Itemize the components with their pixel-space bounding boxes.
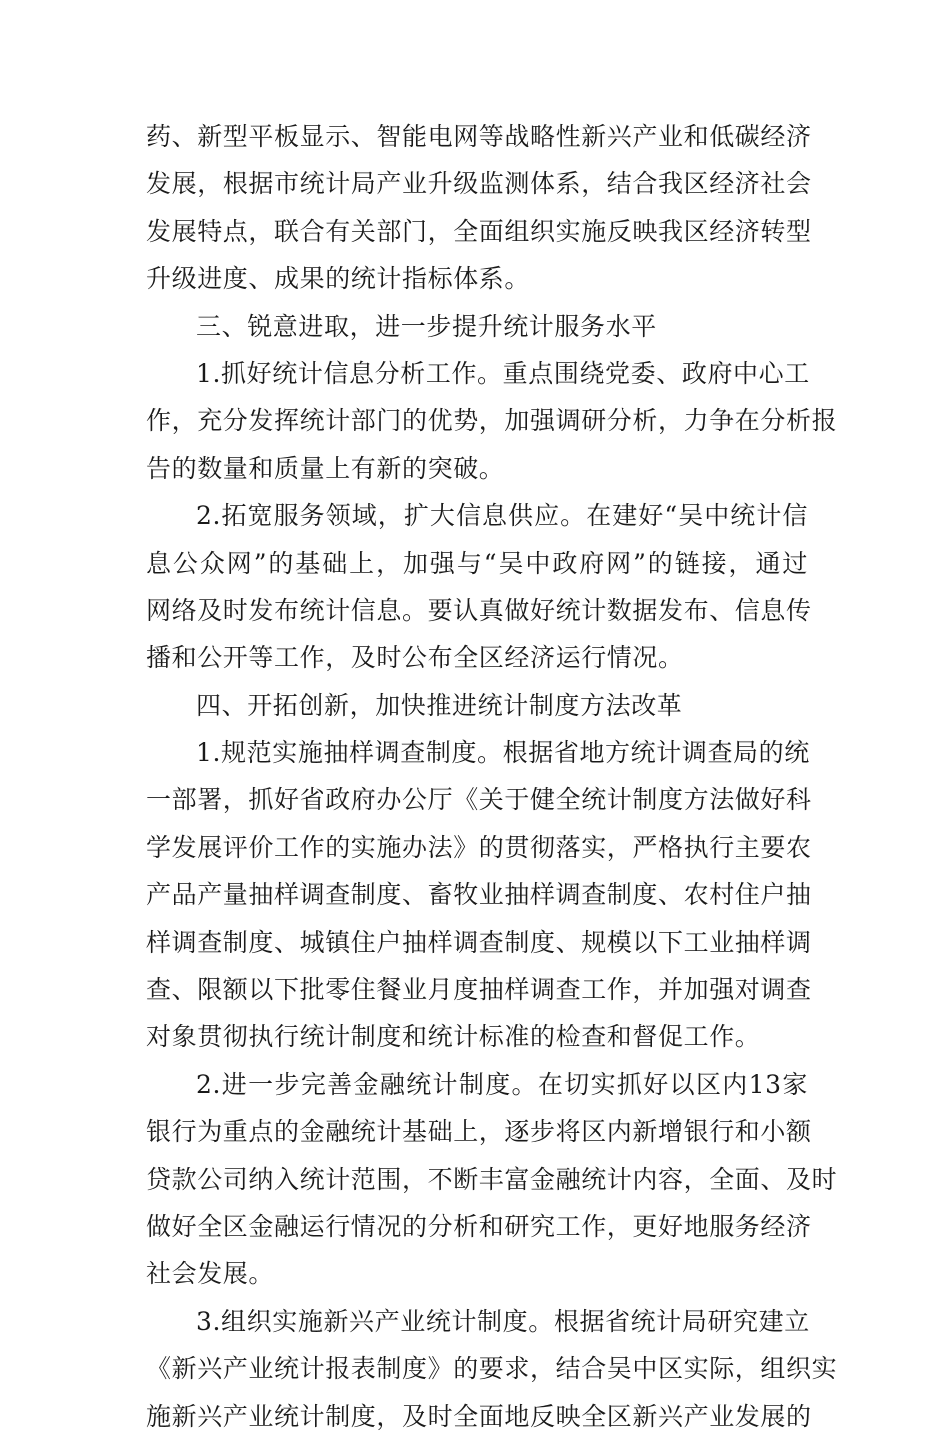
text-line: 1.规范实施抽样调查制度。根据省地方统计调查局的统	[196, 738, 810, 768]
text-line: 网络及时发布统计信息。要认真做好统计数据发布、信息传	[146, 595, 812, 625]
text-line: 3.组织实施新兴产业统计制度。根据省统计局研究建立	[196, 1306, 810, 1336]
section-heading: 四、开拓创新，加快推进统计制度方法改革	[196, 690, 683, 720]
text-line: 一部署，抓好省政府办公厅《关于健全统计制度方法做好科	[146, 785, 812, 815]
text-line: 查、限额以下批零住餐业月度抽样调查工作，并加强对调查	[146, 975, 812, 1005]
text-line: 做好全区金融运行情况的分析和研究工作，更好地服务经济	[146, 1211, 812, 1241]
body-text	[146, 113, 838, 1440]
text-line: 施新兴产业统计制度，及时全面地反映全区新兴产业发展的	[146, 1401, 812, 1431]
text-line: 产品产量抽样调查制度、畜牧业抽样调查制度、农村住户抽	[146, 880, 812, 910]
text-line: 学发展评价工作的实施办法》的贯彻落实，严格执行主要农	[146, 832, 812, 862]
text-line: 告的数量和质量上有新的突破。	[146, 453, 505, 483]
text-line: 作，充分发挥统计部门的优势，加强调研分析，力争在分析报	[146, 406, 838, 436]
text-line: 《新兴产业统计报表制度》的要求，结合吴中区实际，组织实	[146, 1354, 838, 1384]
text-line: 2.进一步完善金融统计制度。在切实抓好以区内13家	[196, 1069, 808, 1099]
text-line: 播和公开等工作，及时公布全区经济运行情况。	[146, 643, 684, 673]
text-line: 发展，根据市统计局产业升级监测体系，结合我区经济社会	[146, 169, 812, 199]
text-line: 2.拓宽服务领域，扩大信息供应。在建好“吴中统计信	[196, 501, 808, 531]
text-line: 药、新型平板显示、智能电网等战略性新兴产业和低碳经济	[146, 122, 812, 151]
text-line: 息公众网”的基础上，加强与“吴中政府网”的链接，通过	[146, 548, 808, 578]
text-line: 升级进度、成果的统计指标体系。	[146, 264, 531, 294]
text-line: 社会发展。	[146, 1259, 275, 1289]
text-line: 银行为重点的金融统计基础上，逐步将区内新增银行和小额	[146, 1117, 812, 1147]
text-line: 贷款公司纳入统计范围，不断丰富金融统计内容，全面、及时	[146, 1164, 838, 1194]
text-line: 对象贯彻执行统计制度和统计标准的检查和督促工作。	[146, 1022, 761, 1052]
text-line: 1.抓好统计信息分析工作。重点围绕党委、政府中心工	[196, 358, 810, 388]
section-heading: 三、锐意进取，进一步提升统计服务水平	[196, 311, 657, 341]
text-line: 样调查制度、城镇住户抽样调查制度、规模以下工业抽样调	[146, 927, 812, 957]
text-line: 发展特点，联合有关部门，全面组织实施反映我区经济转型	[146, 216, 812, 246]
